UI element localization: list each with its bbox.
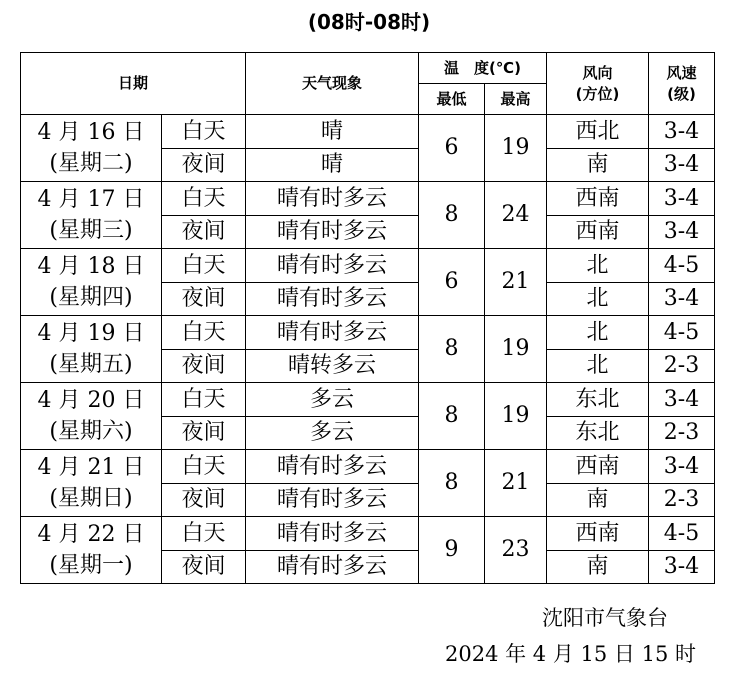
wind-direction-day: 东北 bbox=[547, 383, 649, 417]
period-night: 夜间 bbox=[162, 417, 246, 450]
day-row bbox=[21, 517, 715, 551]
temp-max: 21 bbox=[485, 249, 547, 316]
wind-speed-day: 4-5 bbox=[649, 249, 715, 283]
wind-direction-night: 北 bbox=[547, 283, 649, 316]
weather-day: 多云 bbox=[246, 383, 419, 417]
date-text: 4 月 22 日 bbox=[37, 522, 145, 547]
wind-speed-night: 2-3 bbox=[649, 350, 715, 383]
date-text: 4 月 18 日 bbox=[37, 254, 145, 279]
period-day: 白天 bbox=[162, 383, 246, 417]
date-text: 4 月 17 日 bbox=[37, 187, 145, 212]
period-day: 白天 bbox=[162, 517, 246, 551]
period-night: 夜间 bbox=[162, 350, 246, 383]
date-text: 4 月 19 日 bbox=[37, 321, 145, 346]
date-cell bbox=[21, 517, 162, 584]
day-row bbox=[21, 115, 715, 149]
date-text: 4 月 21 日 bbox=[37, 455, 145, 480]
wind-direction-day: 西南 bbox=[547, 517, 649, 551]
header-wind-speed bbox=[649, 53, 715, 115]
header-temp-min: 最低 bbox=[419, 84, 485, 115]
temp-min: 8 bbox=[419, 316, 485, 383]
weather-night: 晴有时多云 bbox=[246, 216, 419, 249]
page-title: (08时-08时) bbox=[307, 10, 431, 34]
temp-max: 24 bbox=[485, 182, 547, 249]
date-cell bbox=[21, 115, 162, 182]
wind-direction-night: 南 bbox=[547, 551, 649, 584]
date-text: 4 月 20 日 bbox=[37, 388, 145, 413]
weather-night: 晴转多云 bbox=[246, 350, 419, 383]
header-weather: 天气现象 bbox=[246, 53, 419, 115]
weather-day: 晴有时多云 bbox=[246, 316, 419, 350]
header-temp-max: 最高 bbox=[485, 84, 547, 115]
day-row bbox=[21, 383, 715, 417]
wind-speed-day: 3-4 bbox=[649, 450, 715, 484]
date-cell bbox=[21, 316, 162, 383]
weekday-text: (星期日) bbox=[49, 486, 133, 511]
header-wind-speed-line1: 风速 bbox=[666, 63, 697, 82]
day-row bbox=[21, 249, 715, 283]
period-day: 白天 bbox=[162, 115, 246, 149]
wind-speed-day: 3-4 bbox=[649, 115, 715, 149]
weather-night: 多云 bbox=[246, 417, 419, 450]
day-row bbox=[21, 182, 715, 216]
weekday-text: (星期四) bbox=[49, 285, 133, 310]
header-wind-speed-line2: (级) bbox=[667, 84, 696, 103]
wind-speed-day: 4-5 bbox=[649, 517, 715, 551]
forecast-table bbox=[20, 52, 715, 584]
weather-night: 晴有时多云 bbox=[246, 283, 419, 316]
day-row bbox=[21, 450, 715, 484]
date-cell bbox=[21, 450, 162, 517]
header-wind-direction-line2: (方位) bbox=[575, 84, 620, 103]
period-day: 白天 bbox=[162, 316, 246, 350]
period-night: 夜间 bbox=[162, 149, 246, 182]
date-text: 4 月 16 日 bbox=[37, 120, 145, 145]
wind-speed-night: 3-4 bbox=[649, 149, 715, 182]
period-night: 夜间 bbox=[162, 484, 246, 517]
weather-night: 晴有时多云 bbox=[246, 484, 419, 517]
temp-max: 23 bbox=[485, 517, 547, 584]
header-row bbox=[21, 53, 715, 84]
weekday-text: (星期一) bbox=[49, 553, 133, 578]
period-day: 白天 bbox=[162, 450, 246, 484]
wind-speed-night: 3-4 bbox=[649, 216, 715, 249]
weather-night: 晴 bbox=[246, 149, 419, 182]
period-night: 夜间 bbox=[162, 551, 246, 584]
wind-direction-day: 西南 bbox=[547, 182, 649, 216]
header-wind-direction-line1: 风向 bbox=[582, 63, 613, 82]
wind-direction-day: 西南 bbox=[547, 450, 649, 484]
header-temperature: 温 度(℃) bbox=[419, 53, 547, 84]
wind-direction-night: 东北 bbox=[547, 417, 649, 450]
period-day: 白天 bbox=[162, 249, 246, 283]
temp-min: 9 bbox=[419, 517, 485, 584]
date-cell bbox=[21, 383, 162, 450]
temp-min: 8 bbox=[419, 182, 485, 249]
weekday-text: (星期六) bbox=[49, 419, 133, 444]
weather-day: 晴有时多云 bbox=[246, 249, 419, 283]
period-night: 夜间 bbox=[162, 216, 246, 249]
temp-min: 6 bbox=[419, 115, 485, 182]
wind-speed-day: 4-5 bbox=[649, 316, 715, 350]
weather-day: 晴有时多云 bbox=[246, 450, 419, 484]
weather-day: 晴有时多云 bbox=[246, 182, 419, 216]
wind-direction-day: 北 bbox=[547, 316, 649, 350]
weekday-text: (星期三) bbox=[49, 218, 133, 243]
wind-direction-night: 南 bbox=[547, 484, 649, 517]
temp-min: 6 bbox=[419, 249, 485, 316]
footer-issuer: 沈阳市气象台 bbox=[542, 606, 668, 630]
weather-day: 晴 bbox=[246, 115, 419, 149]
wind-speed-night: 2-3 bbox=[649, 417, 715, 450]
date-cell bbox=[21, 249, 162, 316]
header-date: 日期 bbox=[21, 53, 246, 115]
forecast-table-body bbox=[21, 53, 715, 584]
temp-min: 8 bbox=[419, 450, 485, 517]
temp-max: 19 bbox=[485, 316, 547, 383]
weather-night: 晴有时多云 bbox=[246, 551, 419, 584]
weekday-text: (星期五) bbox=[49, 352, 133, 377]
temp-max: 21 bbox=[485, 450, 547, 517]
header-wind-direction bbox=[547, 53, 649, 115]
weekday-text: (星期二) bbox=[49, 151, 133, 176]
day-row bbox=[21, 316, 715, 350]
wind-direction-day: 北 bbox=[547, 249, 649, 283]
period-night: 夜间 bbox=[162, 283, 246, 316]
footer-issued-time: 2024 年 4 月 15 日 15 时 bbox=[445, 642, 696, 666]
temp-min: 8 bbox=[419, 383, 485, 450]
wind-speed-night: 2-3 bbox=[649, 484, 715, 517]
date-cell bbox=[21, 182, 162, 249]
wind-speed-night: 3-4 bbox=[649, 283, 715, 316]
wind-direction-night: 南 bbox=[547, 149, 649, 182]
temp-max: 19 bbox=[485, 383, 547, 450]
wind-direction-day: 西北 bbox=[547, 115, 649, 149]
wind-speed-day: 3-4 bbox=[649, 182, 715, 216]
wind-direction-night: 北 bbox=[547, 350, 649, 383]
period-day: 白天 bbox=[162, 182, 246, 216]
temp-max: 19 bbox=[485, 115, 547, 182]
wind-direction-night: 西南 bbox=[547, 216, 649, 249]
wind-speed-night: 3-4 bbox=[649, 551, 715, 584]
weather-day: 晴有时多云 bbox=[246, 517, 419, 551]
wind-speed-day: 3-4 bbox=[649, 383, 715, 417]
